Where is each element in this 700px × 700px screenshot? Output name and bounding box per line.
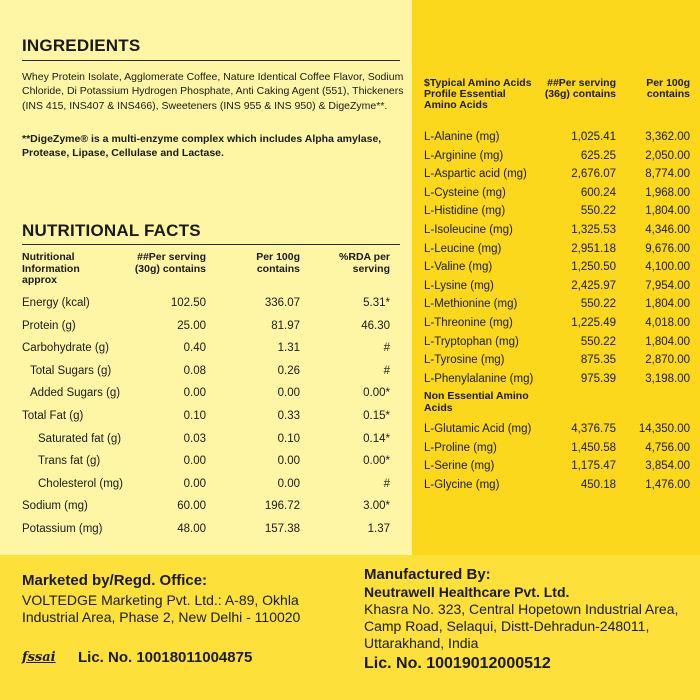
amino-per-serving: 1,175.47 xyxy=(571,460,616,473)
amino-name: L-Leucine (mg) xyxy=(424,242,502,255)
ingredients-text: Whey Protein Isolate, Agglomerate Coffee, Nature Identical Coffee Flavor, Sodium Chloride, Di Potassium Hydrogen Phosphate, Anti Caking Agent (551), Thickeners (INS 415, INS407 & INS466), Sweeteners (INS 955 & INS 950) & DigeZyme**. xyxy=(22,71,404,112)
manufacturer-address: Khasra No. 323, Central Hopetown Industrial Area, Camp Road, Selaqui, Distt-Dehradun-248011, Uttarakhand, India xyxy=(364,601,679,651)
amino-name: L-Tyrosine (mg) xyxy=(424,354,505,367)
marketed-title: Marketed by/Regd. Office: xyxy=(22,572,208,589)
amino-name: L-Isoleucine (mg) xyxy=(424,224,513,236)
amino-row xyxy=(412,423,700,441)
amino-per-100g: 1,804.00 xyxy=(645,205,690,218)
amino-per-serving: 975.39 xyxy=(580,372,616,385)
amino-row xyxy=(412,442,700,460)
amino-row xyxy=(412,317,700,335)
amino-per-100g: 2,050.00 xyxy=(645,149,690,162)
per-serving-value: 102.50 xyxy=(170,297,206,309)
per-100g-value: 157.38 xyxy=(264,523,300,535)
amino-row xyxy=(412,298,700,316)
amino-per-100g: 3,854.00 xyxy=(645,460,690,473)
per-100g-value: 0.33 xyxy=(277,410,300,422)
amino-per-serving: 625.25 xyxy=(580,149,616,162)
nutrition-row xyxy=(0,455,412,475)
nutrition-header-rda: %RDA per serving xyxy=(339,251,390,275)
ingredients-divider xyxy=(22,60,400,61)
amino-per-serving: 550.22 xyxy=(580,205,616,218)
per-100g-value: 81.97 xyxy=(271,319,300,332)
amino-per-serving: 1,325.53 xyxy=(571,224,616,236)
amino-row xyxy=(412,280,700,298)
nutrient-name: Carbohydrate (g) xyxy=(22,342,109,355)
amino-row xyxy=(412,224,700,242)
amino-header-name: $Typical Amino Acids Profile Essential Amino Acids xyxy=(424,77,532,111)
nutrition-row xyxy=(0,433,412,453)
amino-row xyxy=(412,373,700,391)
marketed-license: Lic. No. 10018011004875 xyxy=(78,649,253,666)
per-100g-value: 1.31 xyxy=(277,342,300,355)
amino-name: L-Proline (mg) xyxy=(424,441,497,454)
nutrition-row xyxy=(0,342,412,362)
rda-value: 1.37 xyxy=(367,523,390,535)
per-100g-value: 0.00 xyxy=(277,477,300,490)
nutrition-header-name: Nutritional Information approx xyxy=(22,251,80,286)
nutrition-row xyxy=(0,500,412,520)
amino-row xyxy=(412,243,700,261)
rda-value: # xyxy=(383,477,390,490)
nutrition-row xyxy=(0,387,412,407)
amino-per-100g: 3,362.00 xyxy=(645,131,690,143)
nutrient-name: Sodium (mg) xyxy=(22,500,88,513)
nutrient-name: Total Fat (g) xyxy=(22,410,84,422)
amino-per-100g: 4,756.00 xyxy=(645,441,690,454)
nutrient-name: Trans fat (g) xyxy=(38,455,101,468)
nutrition-row xyxy=(0,478,412,498)
per-100g-value: 0.26 xyxy=(277,364,300,377)
amino-per-100g: 8,774.00 xyxy=(645,168,690,181)
rda-value: 5.31* xyxy=(363,297,390,309)
amino-row xyxy=(412,336,700,354)
ingredients-note: **DigeZyme® is a multi-enzyme complex which includes Alpha amylase, Protease, Lipase, Cellulase and Lactase. xyxy=(22,133,382,160)
amino-row xyxy=(412,168,700,186)
rda-value: 0.15* xyxy=(363,410,390,422)
amino-row xyxy=(412,261,700,279)
rda-value: 0.00* xyxy=(363,455,390,468)
ingredients-title: INGREDIENTS xyxy=(22,36,141,55)
amino-name: L-Cysteine (mg) xyxy=(424,186,506,199)
amino-per-100g: 3,198.00 xyxy=(645,372,690,385)
amino-per-serving: 550.22 xyxy=(580,335,616,348)
amino-name: L-Histidine (mg) xyxy=(424,205,506,218)
amino-header-serving: ##Per serving (36g) contains xyxy=(544,77,616,100)
nutrition-divider xyxy=(22,244,400,245)
fssai-logo: fssai xyxy=(22,650,56,665)
per-serving-value: 25.00 xyxy=(177,319,206,332)
amino-per-serving: 4,376.75 xyxy=(571,423,616,435)
amino-per-serving: 2,425.97 xyxy=(571,279,616,292)
amino-per-serving: 2,951.18 xyxy=(571,242,616,255)
rda-value: 0.14* xyxy=(363,432,390,445)
nutrient-name: Protein (g) xyxy=(22,319,76,332)
amino-row xyxy=(412,479,700,497)
amino-per-100g: 1,476.00 xyxy=(645,478,690,491)
amino-per-serving: 550.22 xyxy=(580,298,616,311)
amino-non-essential-title: Non Essential Amino Acids xyxy=(424,390,529,414)
nutrient-name: Saturated fat (g) xyxy=(38,432,122,445)
manufacturer-name: Neutrawell Healthcare Pvt. Ltd. xyxy=(364,584,570,600)
amino-per-serving: 1,025.41 xyxy=(571,131,616,143)
amino-per-serving: 1,250.50 xyxy=(571,261,616,274)
per-serving-value: 60.00 xyxy=(177,500,206,513)
nutrient-name: Cholesterol (mg) xyxy=(38,477,123,490)
amino-name: L-Tryptophan (mg) xyxy=(424,335,519,348)
nutrient-name: Added Sugars (g) xyxy=(30,387,121,400)
amino-name: L-Phenylalanine (mg) xyxy=(424,372,534,385)
amino-row xyxy=(412,205,700,223)
nutrition-header-100g: Per 100g contains xyxy=(256,251,300,275)
amino-name: L-Lysine (mg) xyxy=(424,279,494,292)
per-100g-value: 0.00 xyxy=(277,387,300,400)
amino-per-100g: 1,804.00 xyxy=(645,335,690,348)
rda-value: 46.30 xyxy=(361,319,390,332)
amino-name: L-Aspartic acid (mg) xyxy=(424,168,527,181)
per-serving-value: 48.00 xyxy=(177,523,206,535)
amino-per-100g: 7,954.00 xyxy=(645,279,690,292)
amino-per-100g: 9,676.00 xyxy=(645,242,690,255)
amino-header-100g: Per 100g contains xyxy=(646,77,690,100)
amino-name: L-Valine (mg) xyxy=(424,261,493,274)
manufactured-license: Lic. No. 10019012000512 xyxy=(364,655,551,672)
rda-value: # xyxy=(383,342,390,355)
rda-value: 3.00* xyxy=(363,500,390,513)
nutrient-name: Total Sugars (g) xyxy=(30,364,112,377)
per-serving-value: 0.00 xyxy=(183,477,206,490)
amino-per-serving: 1,450.58 xyxy=(571,441,616,454)
per-100g-value: 196.72 xyxy=(264,500,300,513)
nutrition-header-serving: ##Per serving (30g) contains xyxy=(134,251,206,275)
amino-name: L-Methionine (mg) xyxy=(424,298,518,311)
amino-per-100g: 2,870.00 xyxy=(645,354,690,367)
amino-per-serving: 1,225.49 xyxy=(571,317,616,329)
amino-per-serving: 600.24 xyxy=(580,186,616,199)
per-serving-value: 0.10 xyxy=(183,410,206,422)
per-100g-value: 0.00 xyxy=(277,455,300,468)
rda-value: 0.00* xyxy=(363,387,390,400)
amino-per-100g: 4,346.00 xyxy=(645,224,690,236)
amino-per-100g: 14,350.00 xyxy=(638,423,690,435)
amino-name: L-Glycine (mg) xyxy=(424,478,500,491)
amino-name: L-Glutamic Acid (mg) xyxy=(424,423,532,435)
amino-per-serving: 875.35 xyxy=(580,354,616,367)
nutrient-name: Potassium (mg) xyxy=(22,523,103,535)
marketed-address: VOLTEDGE Marketing Pvt. Ltd.: A-89, Okhla Industrial Area, Phase 2, New Delhi - 110020 xyxy=(22,592,301,625)
nutrition-title: NUTRITIONAL FACTS xyxy=(22,221,201,240)
nutrient-name: Energy (kcal) xyxy=(22,297,90,309)
nutrition-row xyxy=(0,320,412,340)
per-serving-value: 0.03 xyxy=(183,432,206,445)
amino-row xyxy=(412,150,700,168)
per-serving-value: 0.40 xyxy=(183,342,206,355)
amino-per-serving: 450.18 xyxy=(580,478,616,491)
per-100g-value: 0.10 xyxy=(277,432,300,445)
amino-row xyxy=(412,460,700,478)
amino-per-100g: 4,100.00 xyxy=(645,261,690,274)
amino-row xyxy=(412,354,700,372)
amino-row xyxy=(412,131,700,149)
manufactured-title: Manufactured By: xyxy=(364,566,491,583)
rda-value: # xyxy=(383,364,390,377)
amino-row xyxy=(412,187,700,205)
per-serving-value: 0.08 xyxy=(183,364,206,377)
amino-per-100g: 1,804.00 xyxy=(645,298,690,311)
amino-name: L-Arginine (mg) xyxy=(424,149,504,162)
amino-name: L-Threonine (mg) xyxy=(424,317,513,329)
nutrition-row xyxy=(0,523,412,543)
amino-per-100g: 1,968.00 xyxy=(645,186,690,199)
per-serving-value: 0.00 xyxy=(183,387,206,400)
amino-name: L-Alanine (mg) xyxy=(424,131,500,143)
nutrition-row xyxy=(0,365,412,385)
amino-per-serving: 2,676.07 xyxy=(571,168,616,181)
amino-per-100g: 4,018.00 xyxy=(645,317,690,329)
amino-name: L-Serine (mg) xyxy=(424,460,495,473)
per-100g-value: 336.07 xyxy=(264,297,300,309)
per-serving-value: 0.00 xyxy=(183,455,206,468)
nutrition-row xyxy=(0,297,412,317)
nutrition-row xyxy=(0,410,412,430)
